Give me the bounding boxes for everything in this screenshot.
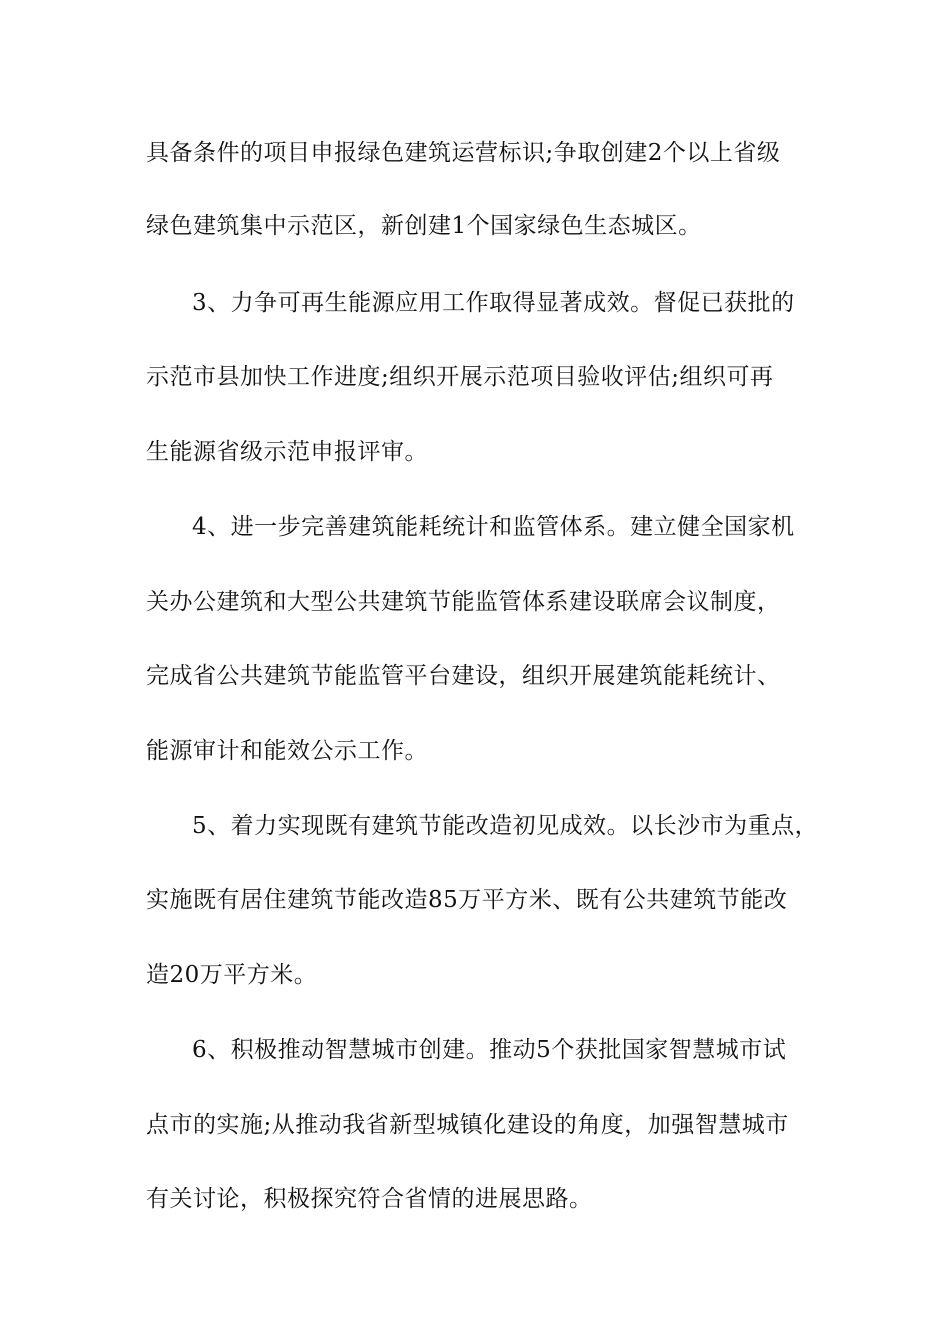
text-line: 能源审计和能效公示工作。 [146,738,428,764]
text-line: 有关讨论，积极探究符合省情的进展思路。 [146,1186,593,1212]
paragraph-start-line: 3、力争可再生能源应用工作取得显著成效。督促已获批的 [192,290,795,316]
text-line: 造20万平方米。 [146,962,318,988]
paragraph-start-line: 4、进一步完善建筑能耗统计和监管体系。建立健全国家机 [192,514,795,540]
text-line: 生能源省级示范申报评审。 [146,439,428,465]
text-line: 点市的实施;从推动我省新型城镇化建设的角度，加强智慧城市 [146,1112,789,1138]
text-line: 绿色建筑集中示范区，新创建1个国家绿色生态城区。 [146,213,702,239]
text-line: 关办公建筑和大型公共建筑节能监管体系建设联席会议制度， [146,589,781,615]
paragraph-start-line: 5、着力实现既有建筑节能改造初见成效。以长沙市为重点， [192,813,819,839]
paragraph-start-line: 6、积极推动智慧城市创建。推动5个获批国家智慧城市试 [192,1037,787,1063]
text-line: 完成省公共建筑节能监管平台建设，组织开展建筑能耗统计、 [146,663,781,689]
text-line: 示范市县加快工作进度;组织开展示范项目验收评估;组织可再 [146,364,774,390]
text-line: 实施既有居住建筑节能改造85万平方米、既有公共建筑节能改 [146,887,788,913]
text-line: 具备条件的项目申报绿色建筑运营标识;争取创建2个以上省级 [146,140,781,166]
